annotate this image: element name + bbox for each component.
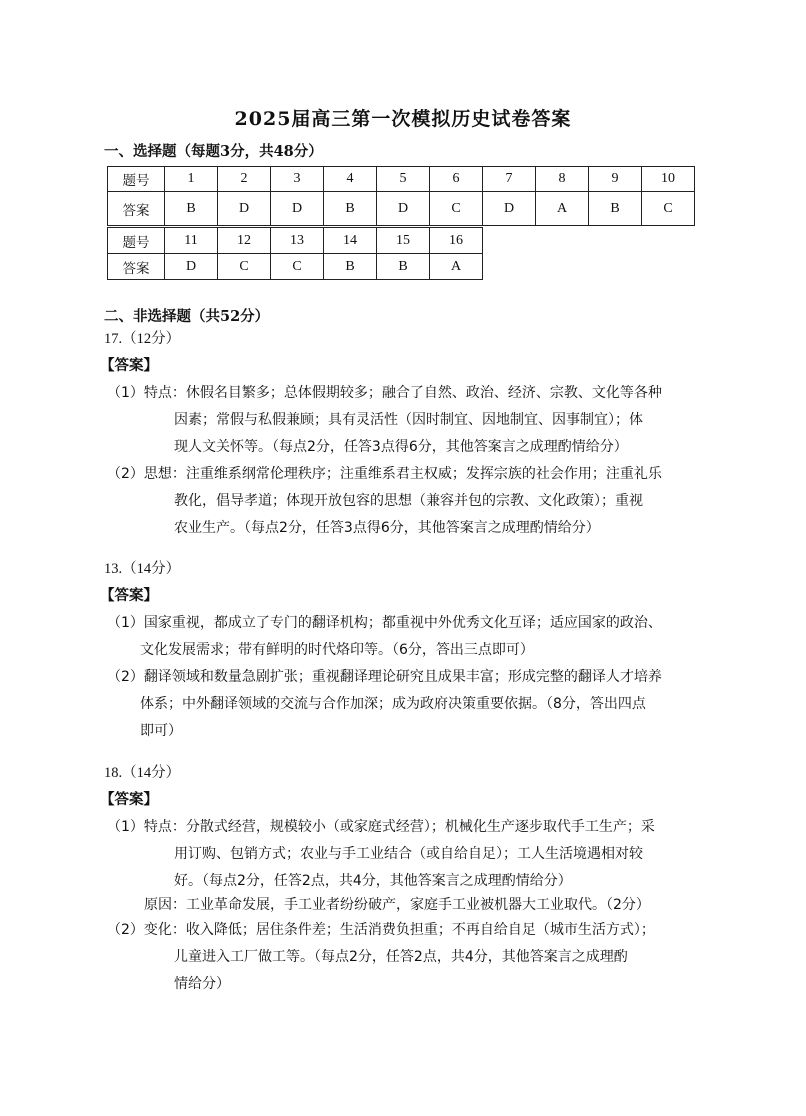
answer-line: 农业生产。（每点2分，任答3点得6分，其他答案言之成理酌情给分） — [174, 520, 600, 536]
row-label-number: 题号 — [108, 167, 165, 192]
answer-cell: D — [271, 192, 324, 226]
answer-line: （2）思想：注重维系纲常伦理秩序；注重维系君主权威；发挥宗族的社会作用；注重礼乐 — [107, 466, 662, 482]
row-label-number: 题号 — [108, 228, 165, 254]
answer-line: （1）特点：分散式经营，规模较小（或家庭式经营）；机械化生产逐步取代手工生产；采 — [107, 819, 655, 835]
question-number: 5 — [377, 167, 430, 192]
answer-cell: D — [165, 254, 218, 280]
answer-line: 体系；中外翻译领域的交流与合作加深；成为政府决策重要依据。（8分，答出四点 — [140, 696, 646, 712]
row-label-answer: 答案 — [108, 192, 165, 226]
answer-cell: C — [430, 192, 483, 226]
page-title: 2025届高三第一次模拟历史试卷答案 — [234, 108, 572, 130]
answer-cell: A — [430, 254, 483, 280]
answer-cell: D — [218, 192, 271, 226]
answer-line: 情给分） — [174, 976, 230, 992]
answer-table-1 — [107, 166, 695, 226]
answer-line: （2）变化：收入降低；居住条件差；生活消费负担重；不再自给自足（城市生活方式）； — [107, 922, 655, 938]
answer-line: 儿童进入工厂做工等。（每点2分，任答2点，共4分，其他答案言之成理酌 — [174, 949, 628, 965]
question-17-label: 17.（12分） — [104, 331, 181, 347]
answer-cell: A — [536, 192, 589, 226]
answer-line: （2）翻译领域和数量急剧扩张；重视翻译理论研究且成果丰富；形成完整的翻译人才培养 — [107, 669, 662, 685]
answer-line: 用订购、包销方式；农业与手工业结合（或自给自足）；工人生活境遇相对较 — [174, 846, 643, 862]
answer-line: 教化，倡导孝道；体现开放包容的思想（兼容并包的宗教、文化政策）；重视 — [174, 493, 643, 509]
question-number: 11 — [165, 228, 218, 254]
answer-table-2 — [107, 227, 483, 280]
question-number: 16 — [430, 228, 483, 254]
question-number: 1 — [165, 167, 218, 192]
table-row — [108, 192, 695, 226]
question-number: 4 — [324, 167, 377, 192]
answer-line: 现人文关怀等。（每点2分，任答3点得6分，其他答案言之成理酌情给分） — [174, 439, 628, 455]
question-13-label: 13.（14分） — [104, 561, 181, 577]
answer-line: （1）国家重视，都成立了专门的翻译机构；都重视中外优秀文化互译；适应国家的政治、 — [107, 615, 662, 631]
question-number: 9 — [589, 167, 642, 192]
question-number: 6 — [430, 167, 483, 192]
question-number: 8 — [536, 167, 589, 192]
question-number: 7 — [483, 167, 536, 192]
answer-cell: C — [642, 192, 695, 226]
question-number: 10 — [642, 167, 695, 192]
section1-heading: 一、选择题（每题3分，共48分） — [104, 143, 323, 160]
table-row — [108, 228, 483, 254]
answer-line: 原因：工业革命发展，手工业者纷纷破产，家庭手工业被机器大工业取代。（2分） — [144, 897, 650, 913]
question-number: 2 — [218, 167, 271, 192]
answer-cell: D — [377, 192, 430, 226]
answer-line: 因素；常假与私假兼顾；具有灵活性（因时制宜、因地制宜、因事制宜）；体 — [174, 412, 643, 428]
table-row — [108, 167, 695, 192]
answer-tag: 【答案】 — [100, 358, 158, 374]
answer-tag: 【答案】 — [100, 792, 158, 808]
answer-cell: B — [324, 192, 377, 226]
answer-line: 好。（每点2分，任答2点，共4分，其他答案言之成理酌情给分） — [174, 873, 572, 889]
section2-heading: 二、非选择题（共52分） — [104, 308, 270, 325]
answer-line: 文化发展需求；带有鲜明的时代烙印等。（6分，答出三点即可） — [140, 642, 534, 658]
table-row — [108, 254, 483, 280]
question-number: 13 — [271, 228, 324, 254]
answer-line: （1）特点：休假名目繁多；总体假期较多；融合了自然、政治、经济、宗教、文化等各种 — [107, 385, 662, 401]
question-number: 3 — [271, 167, 324, 192]
question-number: 14 — [324, 228, 377, 254]
answer-cell: B — [377, 254, 430, 280]
question-number: 15 — [377, 228, 430, 254]
answer-tag: 【答案】 — [100, 588, 158, 604]
answer-cell: D — [483, 192, 536, 226]
answer-cell: B — [165, 192, 218, 226]
answer-cell: C — [271, 254, 324, 280]
answer-cell: C — [218, 254, 271, 280]
answer-cell: B — [324, 254, 377, 280]
answer-cell: B — [589, 192, 642, 226]
row-label-answer: 答案 — [108, 254, 165, 280]
answer-line: 即可） — [140, 723, 182, 739]
question-18-label: 18.（14分） — [104, 765, 181, 781]
question-number: 12 — [218, 228, 271, 254]
